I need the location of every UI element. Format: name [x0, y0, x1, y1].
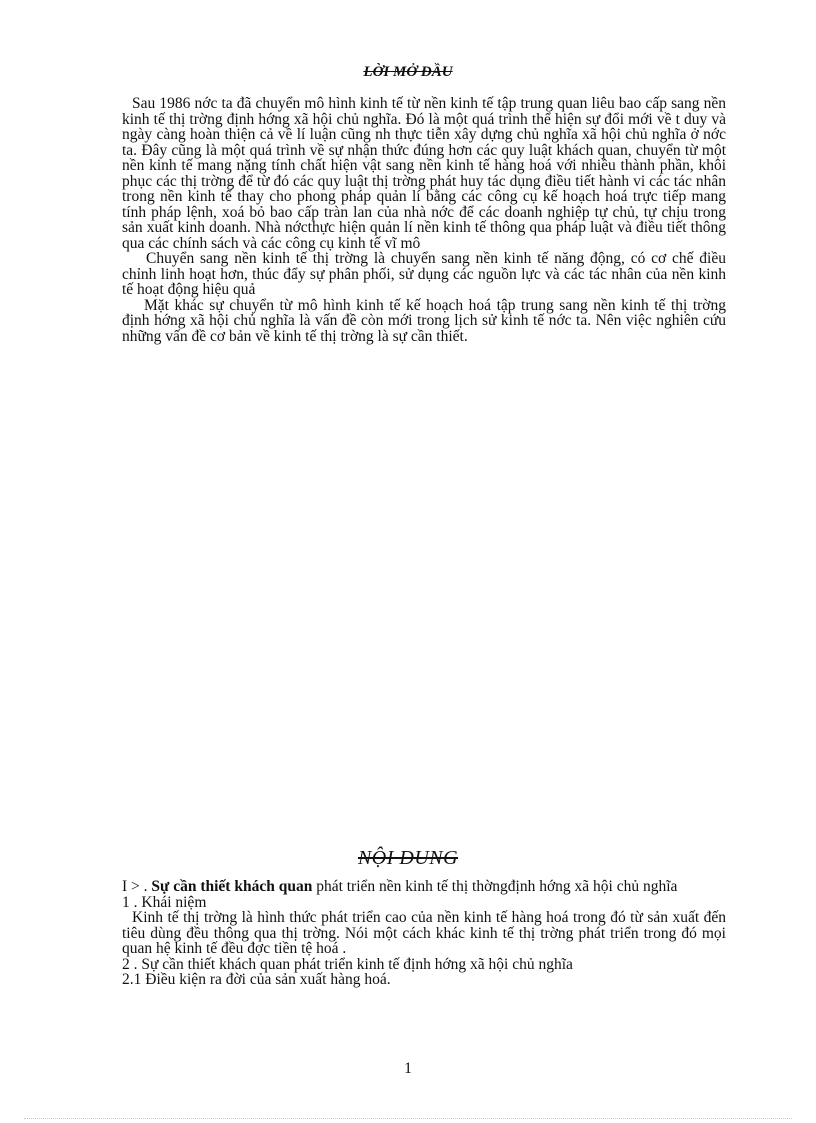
intro-paragraph-3: Mặt khác sự chuyển từ mô hình kinh tế kế hoạch hoá tập trung sang nền kinh tế thị trờng định hớng xã hội chủ nghĩa là vấn đề còn mới trong lịch sử kinh tế nớc ta. Nên việc nghiên cứu những vấn đề cơ bản về kinh tế thị trờng là sự cần thiết.	[122, 296, 726, 345]
section-number: I > .	[122, 878, 152, 895]
intro-paragraph-2: Chuyển sang nền kinh tế thị trờng là chuyển sang nền kinh tế năng động, có cơ chế điều chỉnh linh hoạt hơn, thúc đẩy sự phân phối, sử dụng các nguồn lực và các tác nhân của nền kinh tế hoạt động hiệu quả	[122, 250, 726, 298]
item-2-heading: 2 . Sự cần thiết khách quan phát triển kinh tế định hớng xã hội chủ nghĩa	[122, 955, 573, 973]
page-number: 1	[404, 1060, 412, 1077]
content-section	[122, 879, 726, 988]
intro-heading: LỜI MỞ ĐẦU	[363, 64, 453, 80]
intro-section	[122, 96, 726, 344]
item-1-heading: 1 . Khái niệm	[122, 893, 207, 911]
intro-paragraph-1: Sau 1986 nớc ta đã chuyển mô hình kinh tế từ nền kinh tế tập trung quan liêu bao cấp sang nền kinh tế thị trờng định hớng xã hội chủ nghĩa. Đó là một quá trình thể hiện sự đổi mới về t duy và ngày càng hoàn thiện cả về lí luận cũng nh thực tiễn xây dựng chủ nghĩa xã hội chủ nghĩa ở nớc ta. Đây cũng là một quá trình về sự nhận thức đúng hơn các quy luật khách quan, chuyển từ một nền kinh tế mang nặng tính chất hiện vật sang nền kinh tế hàng hoá với nhiều thành phần, khôi phục các thị trờng để từ đó các quy luật thị trờng phát huy tác dụng điều tiết hành vi các tác nhân trong nền kinh tế thay cho phong pháp quản lí bằng các công cụ kế hoạch hoá trực tiếp mang tính pháp lệnh, xoá bỏ bao cấp tràn lan của nhà nớc để các doanh nghiệp tự chủ, tự chịu trong sản xuất kinh doanh. Nhà nớcthực hiện quản lí nền kinh tế thông qua pháp luật và điều tiết thông qua các chính sách và các công cụ kinh tế vĩ mô	[122, 95, 726, 252]
content-heading: NỘI DUNG	[357, 847, 459, 869]
footer-divider	[24, 1118, 792, 1119]
section-title	[122, 879, 726, 895]
item-2-1-heading: 2.1 Điều kiện ra đời của sản xuất hàng hoá.	[122, 971, 391, 988]
section-title-rest: phát triển nền kinh tế thị thờngđịnh hớng xã hội chủ nghĩa	[312, 878, 678, 895]
section-title-bold: Sự cần thiết khách quan	[151, 878, 313, 895]
definition-paragraph: Kinh tế thị trờng là hình thức phát triển cao của nền kinh tế hàng hoá trong đó từ sản xuất đến tiêu dùng đều thông qua thị trờng. Nói một cách khác kinh tế thị trờng phát triển trong đó mọi quan hệ kinh tế đều đợc tiền tệ hoá .	[122, 909, 726, 957]
